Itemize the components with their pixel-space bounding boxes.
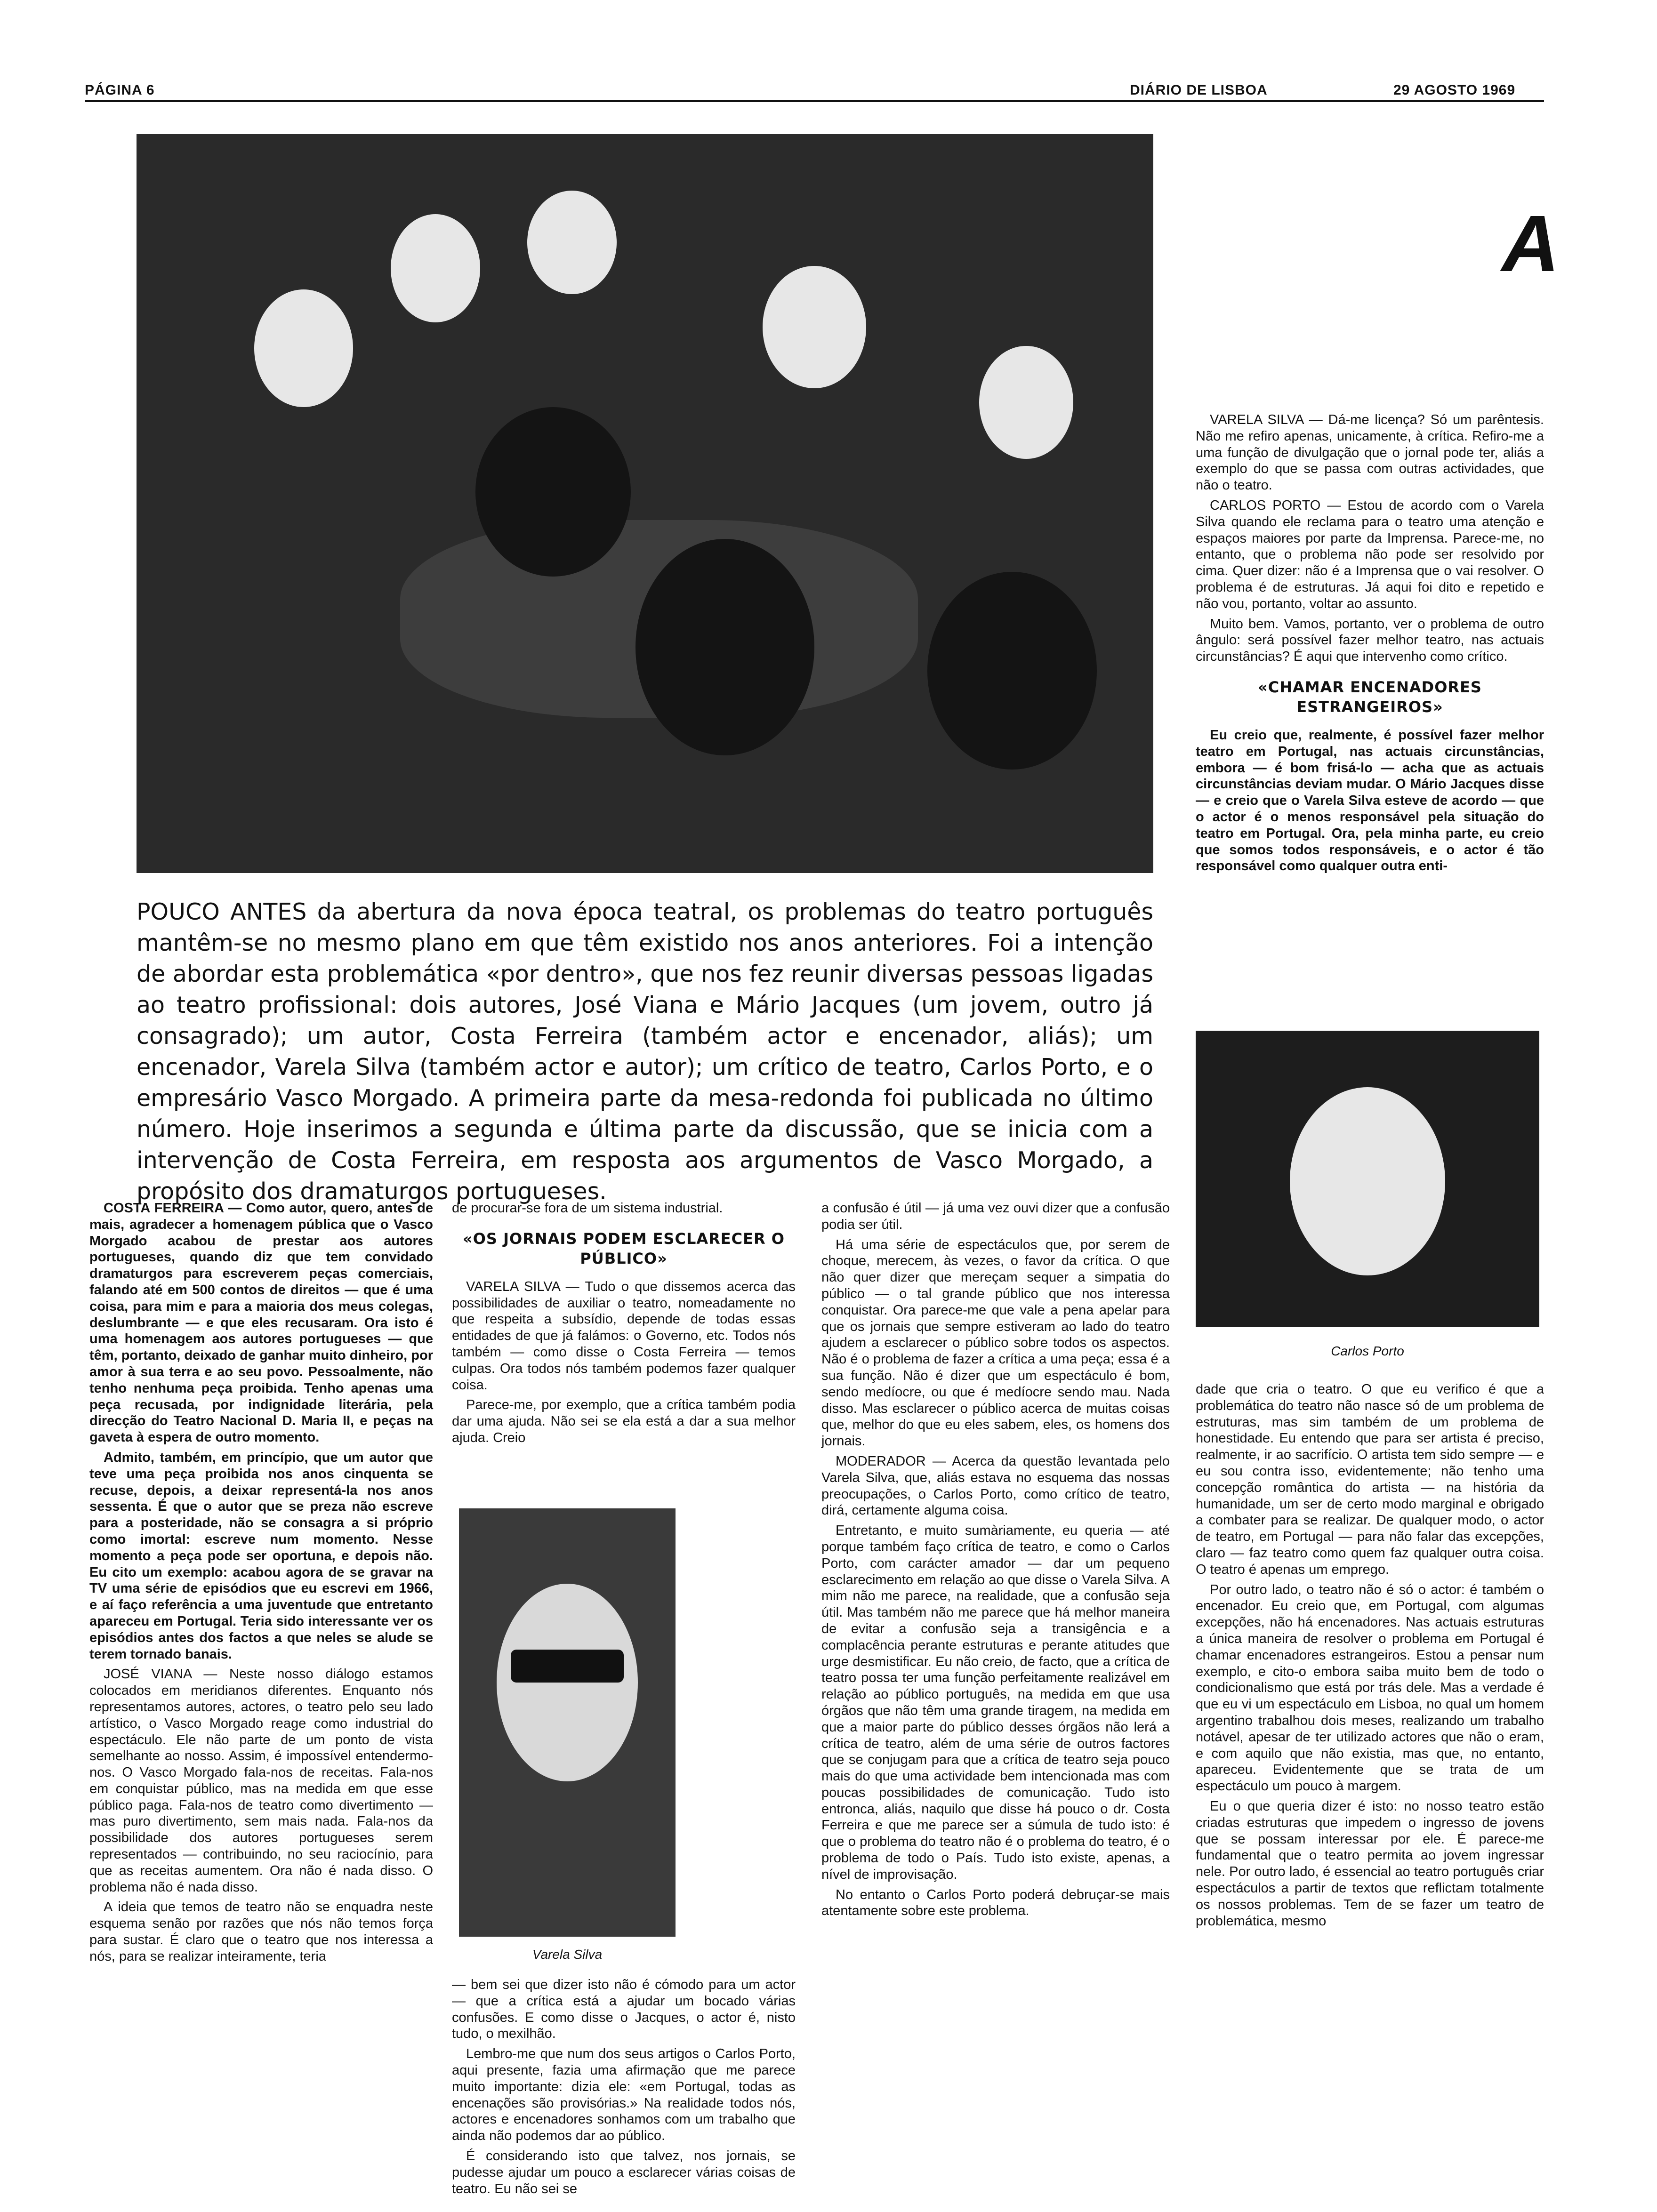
paragraph: dade que cria o teatro. O que eu verifico é que a problemática do teatro não nasce só de um problema de estruturas, mas sim também de um problema de honestidade. Eu entendo que para ser artista é preciso, realmente, ir ao sacrifício. O artista tem sido sempre — e eu sou contra isso, evidentemente; não tenho uma concepção romântica do artista — na história da humanidade, um ser de certo modo marginal e obrigado a combater para se realizar. De qualquer modo, o actor de teatro, em Portugal — para não falar das excepções, claro — faz teatro como quem faz qualquer outra coisa. O teatro é apenas um emprego.	[1196, 1382, 1544, 1577]
paragraph: Por outro lado, o teatro não é só o actor: é também o encenador. Eu creio que, em Portugal, com algumas excepções, não há encenadores. Nas actuais estruturas a única maneira de resolver o problema em Portugal é chamar encenadores estrangeiros. Estou a pensar num exemplo, e cito-o embora saiba muito bem de todo o condicionalismo que está por trás dele. Mas a verdade é que eu vi um espectáculo em Lisboa, no qual um homem argentino trabalhou dois meses, realizando um trabalho notável, apesar de ter utilizado actores que não o eram, e com aquilo que não existia, mas que, no entanto, apareceu. Evidentemente que se trata de um espectáculo um pouco à margem.	[1196, 1582, 1544, 1794]
paragraph: a confusão é útil — já uma vez ouvi dizer que a confusão podia ser útil.	[821, 1201, 1170, 1232]
paragraph: Entretanto, e muito sumàriamente, eu queria — até porque também faço crítica de teatro, e como o Carlos Porto, com carácter amador — dar um pequeno esclarecimento em relação ao que disse o Varela Silva. A mim não me parece, na realidade, que a confusão seja útil. Mas também não me parece que há melhor maneira de evitar a confusão seja a transigência e a complacência perante estruturas e perante atitudes que urge desmistificar. Eu não creio, de facto, que a crítica de teatro possa ter uma função perfeitamente realizável em relação ao público português, na medida em que usa órgãos que não têm uma grande tiragem, na medida em que a maior parte do público desses órgãos não lerá a crítica de teatro, além de uma série de outros factores que se conjugam para que a crítica de teatro seja pouco mais do que uma actividade bem intencionada mas com poucas possibilidades de comunicação. Tudo isto entronca, aliás, naquilo que disse há pouco o dr. Costa Ferreira e que me parece ser a súmula de tudo isto: é que o problema do teatro não é o problema do teatro, é o problema de todo o País. Tudo isto existe, apenas, a nível de improvisação.	[821, 1523, 1170, 1882]
person-head	[527, 191, 617, 294]
paragraph: de procurar-se fora de um sistema industrial.	[452, 1201, 723, 1216]
paragraph: Parece-me, por exemplo, que a crítica também podia dar uma ajuda. Não sei se ela está a dar a sua melhor ajuda. Creio	[452, 1397, 796, 1445]
paragraph: Eu o que queria dizer é isto: no nosso teatro estão criadas estruturas que impedem o ingresso de jovens que se possam interessar por ele. É parece-me fundamental que o teatro permita ao jovem ingressar nele. Por outro lado, é essencial ao teatro português criar espectáculos a partir de textos que reflictam totalmente os nossos problemas. Tem de se fazer um teatro de problemática, mesmo	[1196, 1798, 1544, 1929]
page-number: PÁGINA 6	[85, 82, 155, 98]
subheading: «OS JORNAIS PODEM ESCLARECER O PÚBLICO»	[463, 1229, 785, 1267]
portrait-face	[497, 1584, 638, 1781]
paragraph: Admito, também, em princípio, que um autor que teve uma peça proibida nos anos cinquenta se recuse, depois, a deixar representá-la nos anos sessenta. É que o autor que se preza não escreve para a posteridade, não se consagra a si próprio como imortal: escreve num momento. Nesse momento a peça pode ser oportuna, e depois não. Eu cito um exemplo: acabou agora de se gravar na TV uma série de episódios que eu escrevi em 1966, e aí faço referência a uma juventude que entretanto apareceu em Portugal. Teria sido interessante ver os episódios antes dos factos a que neles se alude se terem tornado banais.	[89, 1450, 433, 1662]
paragraph: Lembro-me que num dos seus artigos o Carlos Porto, aqui presente, fazia uma afirmação que me parece muito importante: dizia ele: «em Portugal, todas as encenações são provisórias.» Na realidade todos nós, actores e encenadores sonhamos com um trabalho que ainda não podemos dar ao público.	[452, 2046, 796, 2144]
paragraph: É considerando isto que talvez, nos jornais, se pudesse ajudar um pouco a esclarecer várias coisas de teatro. Eu não sei se	[452, 2148, 796, 2196]
header-rule	[85, 100, 1544, 102]
issue-date: 29 AGOSTO 1969	[1393, 82, 1516, 98]
paragraph: MODERADOR — Acerca da questão levantada pelo Varela Silva, que, aliás estava no esquema das nossas preocupações, o Carlos Porto, como crítico de teatro, dirá, certamente alguma coisa.	[821, 1453, 1170, 1518]
person-head	[979, 346, 1073, 459]
photo-caption: Varela Silva	[532, 1947, 603, 1962]
portrait-glasses	[511, 1650, 624, 1683]
intro-paragraph: POUCO ANTES da abertura da nova época teatral, os problemas do teatro português mantêm-se no mesmo plano em que têm existido nos anos anteriores. Foi a intenção de abordar esta problemática «por dentro», que nos fez reunir diversas pessoas ligadas ao teatro profissional: dois autores, José Viana e Mário Jacques (um jovem, outro já consagrado); um autor, Costa Ferreira (também actor e encenador, aliás); um encenador, Varela Silva (também actor e autor); um crítico de teatro, Carlos Porto, e o empresário Vasco Morgado. A primeira parte da mesa-redonda foi publicada no último número. Hoje inserimos a segunda e última parte da discussão, que se inicia com a intervenção de Costa Ferreira, em resposta aos argumentos de Vasco Morgado, a propósito dos dramaturgos portugueses.	[137, 898, 1153, 1205]
headline-letter: A	[1502, 199, 1560, 289]
person-back	[927, 572, 1097, 769]
paragraph: — bem sei que dizer isto não é cómodo para um actor — que a crítica está a ajudar um bocado várias confusões. E como disse o Jacques, o actor é, nisto tudo, o mexilhão.	[452, 1977, 796, 2042]
paragraph: COSTA FERREIRA — Como autor, quero, antes de mais, agradecer a homenagem pública que o Vasco Morgado acabou de prestar aos autores portugueses, quando diz que tem convidado dramaturgos para escreverem peças comerciais, falando até em 500 contos de direitos — que é uma coisa, para mim e para a maioria dos meus colegas, deslumbrante — e que eles recusaram. Ora isto é uma homenagem aos autores portugueses — que têm, portanto, deixado de ganhar muito dinheiro, por amor à sua terra e ao seu povo. Pessoalmente, não tenho nenhuma peça proibida. Tenho apenas uma peça recusada, por indignidade literária, pela direcção do Teatro Nacional D. Maria II, e peças na gaveta à espera de outro momento.	[89, 1201, 433, 1445]
column-1	[89, 1200, 433, 2170]
photo-varela-silva	[459, 1508, 676, 1937]
person-head	[391, 214, 480, 322]
column-2-bottom	[452, 1977, 796, 2196]
paragraph: Muito bem. Vamos, portanto, ver o problema de outro ângulo: será possível fazer melhor teatro, nas actuais circunstâncias? É aqui que intervenho como crítico.	[1196, 616, 1544, 665]
paragraph: JOSÉ VIANA — Neste nosso diálogo estamos colocados em meridianos diferentes. Enquanto nós representamos autores, actores, o teatro pelo seu lado artístico, o Vasco Morgado reage como industrial do espectáculo. Ele não parte de um ponto de vista semelhante ao nosso. Assim, é impossível entendermo-nos. O Vasco Morgado fala-nos de receitas. Fala-nos em conquistar público, mas na medida em que esse público paga. Fala-nos de teatro como divertimento — mas puro divertimento, sem mais nada. Fala-nos da possibilidade dos autores portugueses serem representados — contribuindo, no seu raciocínio, para que as receitas aumentem. Ora não é nada disso. O problema não é nada disso.	[89, 1667, 433, 1895]
paragraph: Há uma série de espectáculos que, por serem de choque, merecem, às vezes, o favor da crítica. O que não quer dizer que mereçam sequer a simpatia do público — o tal grande público que nos interessa conquistar. Ora parece-me que vale a pena apelar para que os jornais que sempre estiveram ao lado do teatro ajudem a esclarecer o público sobre todos os aspectos. Não é o problema de fazer a crítica a uma peça; essa é a sua função. Não é dizer que um espectáculo é bom, sendo medíocre, ou que é medíocre sendo mau. Nada disso. Mas esclarecer o público acerca de muitas coisas que, melhor do que eu eles sabem, eles, os homens dos jornais.	[821, 1237, 1170, 1449]
main-photo	[137, 134, 1153, 873]
person-head	[763, 266, 866, 388]
paragraph: A ideia que temos de teatro não se enquadra neste esquema senão por razões que nós não temos força para sustar. É claro que o teatro que nos interessa a nós, para se realizar inteiramente, teria	[89, 1899, 433, 1964]
person-back	[475, 407, 631, 577]
paragraph: CARLOS PORTO — Estou de acordo com o Varela Silva quando ele reclama para o teatro uma atenção e espaços maiores por parte da Imprensa. Parece-me, no entanto, que o problema não pode ser resolvido por cima. Quer dizer: não é a Imprensa que o vai resolver. O problema é de estruturas. Já aqui foi dito e repetido e não vou, portanto, voltar ao assunto.	[1196, 497, 1544, 611]
person-head	[254, 289, 353, 407]
newspaper-name: DIÁRIO DE LISBOA	[1130, 82, 1268, 98]
paragraph: VARELA SILVA — Dá-me licença? Só um parêntesis. Não me refiro apenas, unicamente, à crítica. Refiro-me a uma função de divulgação que o jornal pode ter, aliás a exemplo do que se passa com outras actividades, que não o teatro.	[1196, 412, 1544, 493]
photo-caption: Carlos Porto	[1331, 1344, 1404, 1358]
photo-carlos-porto	[1196, 1031, 1539, 1327]
paragraph: VARELA SILVA — Tudo o que dissemos acerca das possibilidades de auxiliar o teatro, nomeadamente no que respeita a subsídio, depende de todas essas entidades de que já falámos: o Governo, etc. Todos nós também — como disse o Costa Ferreira — temos culpas. Ora todos nós também podemos fazer qualquer coisa.	[452, 1279, 796, 1393]
paragraph: No entanto o Carlos Porto poderá debruçar-se mais atentamente sobre este problema.	[821, 1887, 1170, 1919]
column-4	[1196, 1381, 1544, 2181]
portrait-face	[1290, 1087, 1445, 1275]
person-back	[635, 539, 814, 755]
column-3	[821, 1200, 1170, 2170]
paragraph: Eu creio que, realmente, é possível fazer melhor teatro em Portugal, nas actuais circunstâncias, embora — é bom frisá-lo — acha que as actuais circunstâncias deviam mudar. O Mário Jacques disse — e creio que o Varela Silva esteve de acordo — que o actor é o menos responsável pela situação do teatro em Portugal. Ora, pela minha parte, eu creio que somos todos responsáveis, e o actor é tão responsável como qualquer outra enti-	[1196, 727, 1544, 874]
subheading: «CHAMAR ENCENADORES ESTRANGEIROS»	[1258, 678, 1482, 716]
